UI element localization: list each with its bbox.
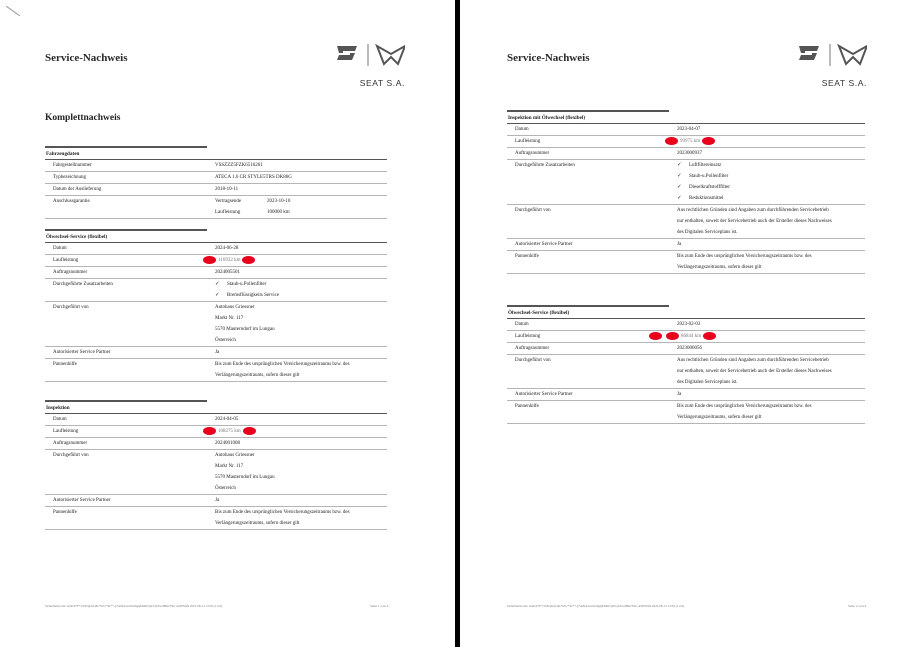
row-value: Ja xyxy=(215,498,220,503)
table-row xyxy=(507,319,865,331)
list-item: ✓ Bremsflüssigkeits Service xyxy=(215,290,387,301)
table-row xyxy=(507,355,865,389)
page-title: Service-Nachweis xyxy=(507,52,590,64)
page-number: Seite 1 von 4 xyxy=(370,604,389,608)
row-value: Bis zum Ende des ursprünglichen Versicherungszeitraums bzw. des Verlängerungszeitraums, sofern dieser gilt xyxy=(677,404,812,420)
table-row xyxy=(507,343,865,355)
row-value xyxy=(215,196,387,218)
section-inspection-oil-2023 xyxy=(507,110,865,274)
redaction-mark xyxy=(665,137,678,145)
contract-end-value: 2023-10-10 xyxy=(267,199,291,204)
row-value: Autohaus Griessner Markt Nr. 117 5570 Mauterndorf im Lungau Österreich xyxy=(215,453,275,491)
seat-logo xyxy=(335,42,405,88)
row-label: Autorisierter Service Partner xyxy=(515,242,573,247)
row-value: Ja xyxy=(215,350,220,355)
row-label: Datum xyxy=(53,417,67,422)
list-item: ✓ Staub-u.Pollenfilter xyxy=(215,279,387,290)
row-label: Pannenhilfe xyxy=(515,254,539,259)
checkmark-icon: ✓ xyxy=(677,173,682,179)
row-label: Durchgeführte Zusatzarbeiten xyxy=(53,282,113,287)
table-row xyxy=(45,184,387,196)
row-value: VSSZZZ5FZK6516261 xyxy=(215,163,263,168)
row-label: Autorisierter Service Partner xyxy=(515,392,573,397)
heading-komplettnachweis: Komplettnachweis xyxy=(45,113,121,123)
section-title: Ölwechsel-Service (flexibel) xyxy=(507,307,865,319)
row-label: Datum der Auslieferung xyxy=(53,187,102,192)
scan-mark-icon xyxy=(6,6,20,16)
table-row xyxy=(45,359,387,382)
row-label: Laufleistung xyxy=(53,429,79,434)
row-value: ATECA 1.6 CR STYLE5TRS DK86G xyxy=(215,175,292,180)
checkmark-icon: ✓ xyxy=(215,281,220,287)
table-row xyxy=(45,172,387,184)
row-value: Autohaus Griessner Markt Nr. 117 5570 Mauterndorf im Lungau Österreich xyxy=(215,305,275,343)
table-row xyxy=(507,389,865,401)
row-value xyxy=(201,255,387,266)
cupra-seat-logo-icon xyxy=(335,42,405,68)
row-label: Auftragsnummer xyxy=(515,346,550,351)
redaction-mark xyxy=(203,427,216,435)
row-value: Bis zum Ende des ursprünglichen Versicherungszeitraums bzw. des Verlängerungszeitraums, sofern dieser gilt xyxy=(677,254,812,270)
table-row xyxy=(507,331,865,343)
section-vehicle-data xyxy=(45,146,387,219)
mileage-limit-value: 100000 km xyxy=(267,210,290,215)
row-value: Aus rechtlichen Gründen sind Angaben zum durchführenden Servicebetrieb nur enthalten, soweit der Servicebetrieb auch der Ersteller dieses Nachweises des Digitalen Serviceplans ist. xyxy=(677,208,832,235)
row-label: Pannenhilfe xyxy=(53,510,77,515)
table-row xyxy=(45,414,387,426)
checkmark-icon: ✓ xyxy=(677,195,682,201)
row-value xyxy=(663,136,865,147)
table-row xyxy=(45,426,387,438)
row-label: Auftragsnummer xyxy=(53,270,88,275)
section-inspection-2024 xyxy=(45,400,387,530)
section-title: Fahrzeugdaten xyxy=(45,148,387,160)
row-value: 2024-04-05 xyxy=(215,417,239,422)
row-label: Auftragsnummer xyxy=(515,151,550,156)
row-value: 2023-02-03 xyxy=(677,322,701,327)
row-value: 2023000937 xyxy=(677,151,702,156)
row-value xyxy=(201,426,387,437)
checkmark-icon: ✓ xyxy=(677,162,682,168)
row-label: Autorisierter Service Partner xyxy=(53,350,111,355)
list-item: ✓ Reduktionsmittel xyxy=(677,193,865,204)
row-label: Anschlussgarantie xyxy=(53,199,90,204)
security-code-footer: Sicherheitscode: xeblvF7F*cJiXQG0C2K*blcc*Xr**-p*A8JAatcm1bhgQbKRFqO%jwTeoHDk/T9tc ATI03249 2023-08-13 13:59 (1:2.0) xyxy=(45,604,223,608)
row-value: Ja xyxy=(677,242,682,247)
section-oil-service-2024 xyxy=(45,229,387,382)
table-row xyxy=(45,495,387,507)
table-row xyxy=(507,160,865,205)
redaction-mark xyxy=(243,427,256,435)
mileage-limit-label: Laufleistung xyxy=(215,210,241,215)
table-row xyxy=(45,243,387,255)
row-label: Durchgeführte Zusatzarbeiten xyxy=(515,163,575,168)
row-label: Durchgeführt von xyxy=(515,208,551,213)
brand-name: SEAT S.A. xyxy=(821,78,867,88)
mileage-value: 86844 km xyxy=(681,334,702,339)
table-row xyxy=(507,148,865,160)
row-value: 2023000056 xyxy=(677,346,702,351)
row-label: Laufleistung xyxy=(515,334,541,339)
row-label: Autorisierter Service Partner xyxy=(53,498,111,503)
section-oil-service-2023 xyxy=(507,305,865,424)
cupra-seat-logo-icon xyxy=(797,42,867,68)
checkmark-icon: ✓ xyxy=(215,292,220,298)
table-row xyxy=(507,124,865,136)
row-value xyxy=(215,279,387,301)
row-value: 2023-04-07 xyxy=(677,127,701,132)
table-row xyxy=(45,438,387,450)
row-label: Pannenhilfe xyxy=(53,362,77,367)
page-title: Service-Nachweis xyxy=(45,52,128,64)
table-row xyxy=(45,507,387,530)
row-value: Bis zum Ende des ursprünglichen Versicherungszeitraums bzw. des Verlängerungszeitraums, sofern dieser gilt xyxy=(215,510,350,526)
row-label: Typbezeichnung xyxy=(53,175,86,180)
section-title: Ölwechsel-Service (flexibel) xyxy=(45,231,387,243)
table-row xyxy=(45,279,387,302)
table-row xyxy=(45,450,387,495)
section-title: Inspektion xyxy=(45,402,387,414)
redaction-mark xyxy=(702,137,715,145)
brand-name: SEAT S.A. xyxy=(359,78,405,88)
row-value xyxy=(677,160,865,204)
row-label: Laufleistung xyxy=(53,258,79,263)
contract-end-label: Vertragsende xyxy=(215,199,242,204)
row-label: Durchgeführt von xyxy=(53,305,89,310)
document-page-1 xyxy=(0,0,455,647)
row-label: Fahrgestellnummer xyxy=(53,163,92,168)
row-label: Laufleistung xyxy=(515,139,541,144)
table-row xyxy=(507,239,865,251)
table-row xyxy=(45,196,387,219)
document-page-2 xyxy=(460,0,919,647)
row-label: Datum xyxy=(515,322,529,327)
table-row xyxy=(45,255,387,267)
table-row xyxy=(507,205,865,239)
mileage-value: 99975 km xyxy=(680,139,701,144)
redaction-mark xyxy=(242,256,255,264)
redaction-mark xyxy=(703,332,716,340)
mileage-value: 116932 km xyxy=(218,258,241,263)
list-item: ✓ Dieselkraftstofffilter xyxy=(677,182,865,193)
redaction-mark xyxy=(666,332,679,340)
table-row xyxy=(507,251,865,274)
list-item: ✓ Luftfiltereinsatz xyxy=(677,160,865,171)
row-value xyxy=(647,331,865,342)
row-label: Auftragsnummer xyxy=(53,441,88,446)
redaction-mark xyxy=(203,256,216,264)
table-row xyxy=(45,267,387,279)
table-row xyxy=(507,136,865,148)
row-label: Durchgeführt von xyxy=(515,358,551,363)
row-value: 2018-10-11 xyxy=(215,187,239,192)
row-value: Bis zum Ende des ursprünglichen Versicherungszeitraums bzw. des Verlängerungszeitraums, sofern dieser gilt xyxy=(215,362,350,378)
row-value: 2024005501 xyxy=(215,270,240,275)
redaction-mark xyxy=(649,332,662,340)
row-label: Datum xyxy=(53,246,67,251)
section-title: Inspektion mit Ölwechsel (flexibel) xyxy=(507,112,865,124)
table-row xyxy=(45,347,387,359)
table-row xyxy=(45,160,387,172)
list-item: ✓ Staub-u.Pollenfilter xyxy=(677,171,865,182)
security-code-footer: Sicherheitscode: xeblvF7F*cJiXQG0C2K*blcc*Xr**-p*A8JAatcm1bhgQbKRFqO%jwTeoHDk/T9tc ATI03249 2023-08-13 13:59 (1:2.0) xyxy=(507,604,685,608)
row-value: Aus rechtlichen Gründen sind Angaben zum durchführenden Servicebetrieb nur enthalten, soweit der Servicebetrieb auch der Ersteller dieses Nachweises des Digitalen Serviceplans ist. xyxy=(677,358,832,385)
row-label: Durchgeführt von xyxy=(53,453,89,458)
page-number: Seite 2 von 4 xyxy=(848,604,867,608)
row-value: Ja xyxy=(677,392,682,397)
mileage-value: 108275 km xyxy=(218,429,241,434)
row-value: 2024-06-28 xyxy=(215,246,239,251)
seat-logo xyxy=(797,42,867,88)
row-label: Pannenhilfe xyxy=(515,404,539,409)
checkmark-icon: ✓ xyxy=(677,184,682,190)
table-row xyxy=(45,302,387,347)
table-row xyxy=(507,401,865,424)
row-label: Datum xyxy=(515,127,529,132)
row-value: 2024001008 xyxy=(215,441,240,446)
